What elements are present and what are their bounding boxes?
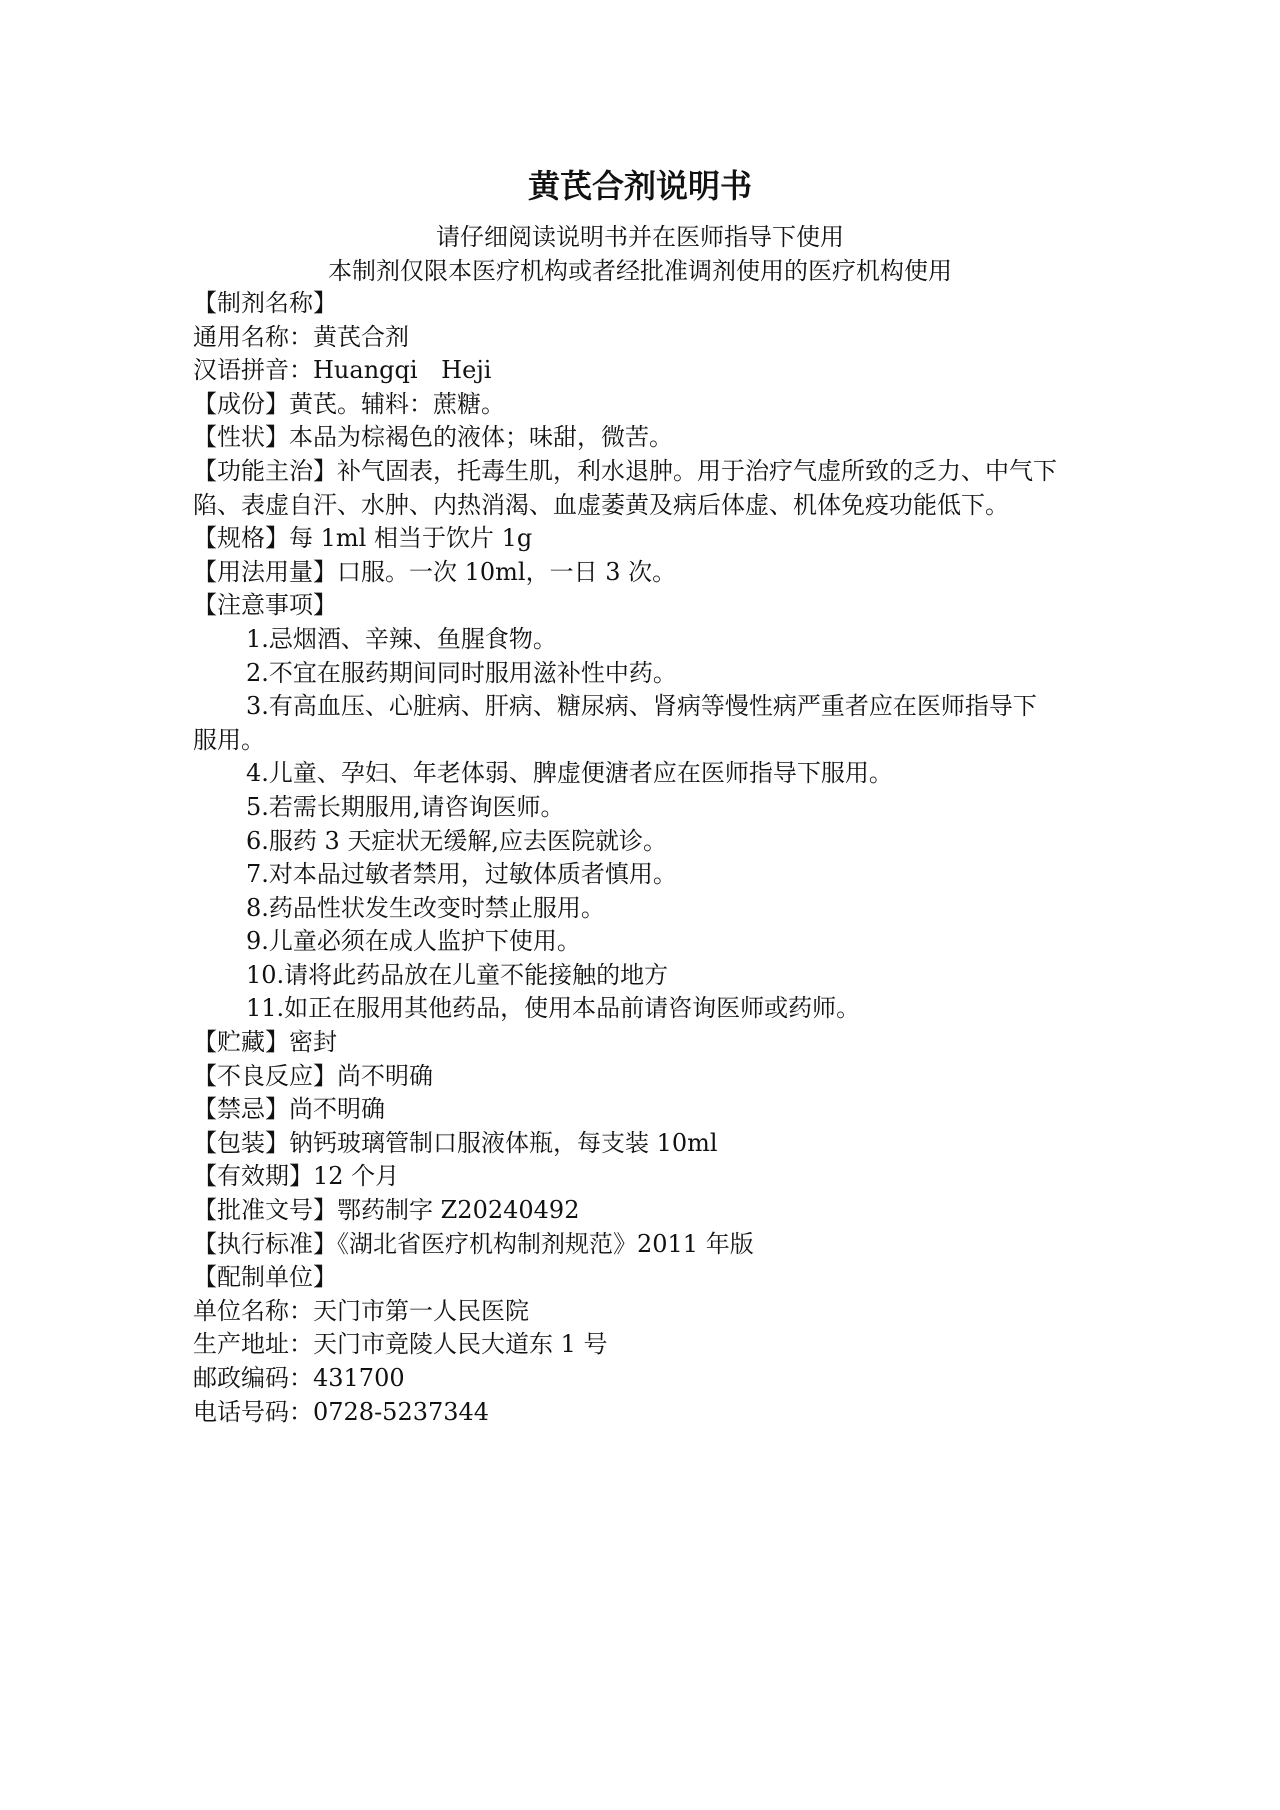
section-header-name: 【制剂名称】 <box>193 289 337 317</box>
section-header-precautions: 【注意事项】 <box>193 591 337 620</box>
precaution-item: 9.儿童必须在成人监护下使用。 <box>246 927 581 956</box>
precaution-item: 5.若需长期服用,请咨询医师。 <box>246 792 565 821</box>
precaution-item: 3.有高血压、心脏病、肝病、糖尿病、肾病等慢性病严重者应在医师指导下 <box>246 692 1037 721</box>
indications: 【功能主治】补气固表，托毒生肌，利水退肿。用于治疗气虚所致的乏力、中气下陷、表虚自汗、水肿、内热消渴、血虚萎黄及病后体虚、机体免疫功能低下。 <box>193 456 1057 519</box>
contraindications: 【禁忌】尚不明确 <box>193 1095 385 1124</box>
description: 【性状】本品为棕褐色的液体；味甜，微苦。 <box>193 423 673 452</box>
specification: 【规格】每 1ml 相当于饮片 1g <box>193 524 533 553</box>
ingredients: 【成份】黄芪。辅料：蔗糖。 <box>193 389 505 418</box>
precaution-item: 1.忌烟酒、辛辣、鱼腥食物。 <box>246 624 557 653</box>
precaution-item: 4.儿童、孕妇、年老体弱、脾虚便溏者应在医师指导下服用。 <box>246 759 893 788</box>
phone-number: 电话号码：0728-5237344 <box>193 1397 490 1426</box>
document-title: 黄芪合剂说明书 <box>527 167 752 205</box>
precaution-item-continued: 服用。 <box>193 725 265 754</box>
storage: 【贮藏】密封 <box>193 1028 337 1057</box>
precaution-item: 10.请将此药品放在儿童不能接触的地方 <box>246 960 669 989</box>
execution-standard: 【执行标准】《湖北省医疗机构制剂规范》2011 年版 <box>193 1229 754 1258</box>
manufacturer-address: 生产地址：天门市竟陵人民大道东 1 号 <box>193 1330 608 1359</box>
pinyin-name: 汉语拼音：Huangqi Heji <box>193 356 492 385</box>
generic-name: 通用名称：黄芪合剂 <box>193 322 409 351</box>
packaging: 【包装】钠钙玻璃管制口服液体瓶，每支装 10ml <box>193 1128 718 1157</box>
precaution-item: 6.服药 3 天症状无缓解,应去医院就诊。 <box>246 826 668 855</box>
manufacturer-name: 单位名称：天门市第一人民医院 <box>193 1296 529 1325</box>
dosage: 【用法用量】口服。一次 10ml，一日 3 次。 <box>193 557 677 586</box>
precaution-item: 8.药品性状发生改变时禁止服用。 <box>246 893 605 922</box>
shelf-life: 【有效期】12 个月 <box>193 1162 400 1191</box>
postal-code: 邮政编码：431700 <box>193 1364 405 1392</box>
precaution-item: 11.如正在服用其他药品，使用本品前请咨询医师或药师。 <box>246 994 861 1023</box>
subtitle-scope-notice: 本制剂仅限本医疗机构或者经批准调剂使用的医疗机构使用 <box>328 257 952 285</box>
precaution-item: 2.不宜在服药期间同时服用滋补性中药。 <box>246 658 677 687</box>
document-body <box>193 287 1093 1429</box>
approval-number: 【批准文号】鄂药制字 Z20240492 <box>193 1196 580 1225</box>
adverse-reactions: 【不良反应】尚不明确 <box>193 1061 433 1090</box>
precaution-item: 7.对本品过敏者禁用，过敏体质者慎用。 <box>246 860 677 889</box>
section-header-manufacturer: 【配制单位】 <box>193 1263 337 1292</box>
subtitle-usage-notice: 请仔细阅读说明书并在医师指导下使用 <box>436 223 844 251</box>
